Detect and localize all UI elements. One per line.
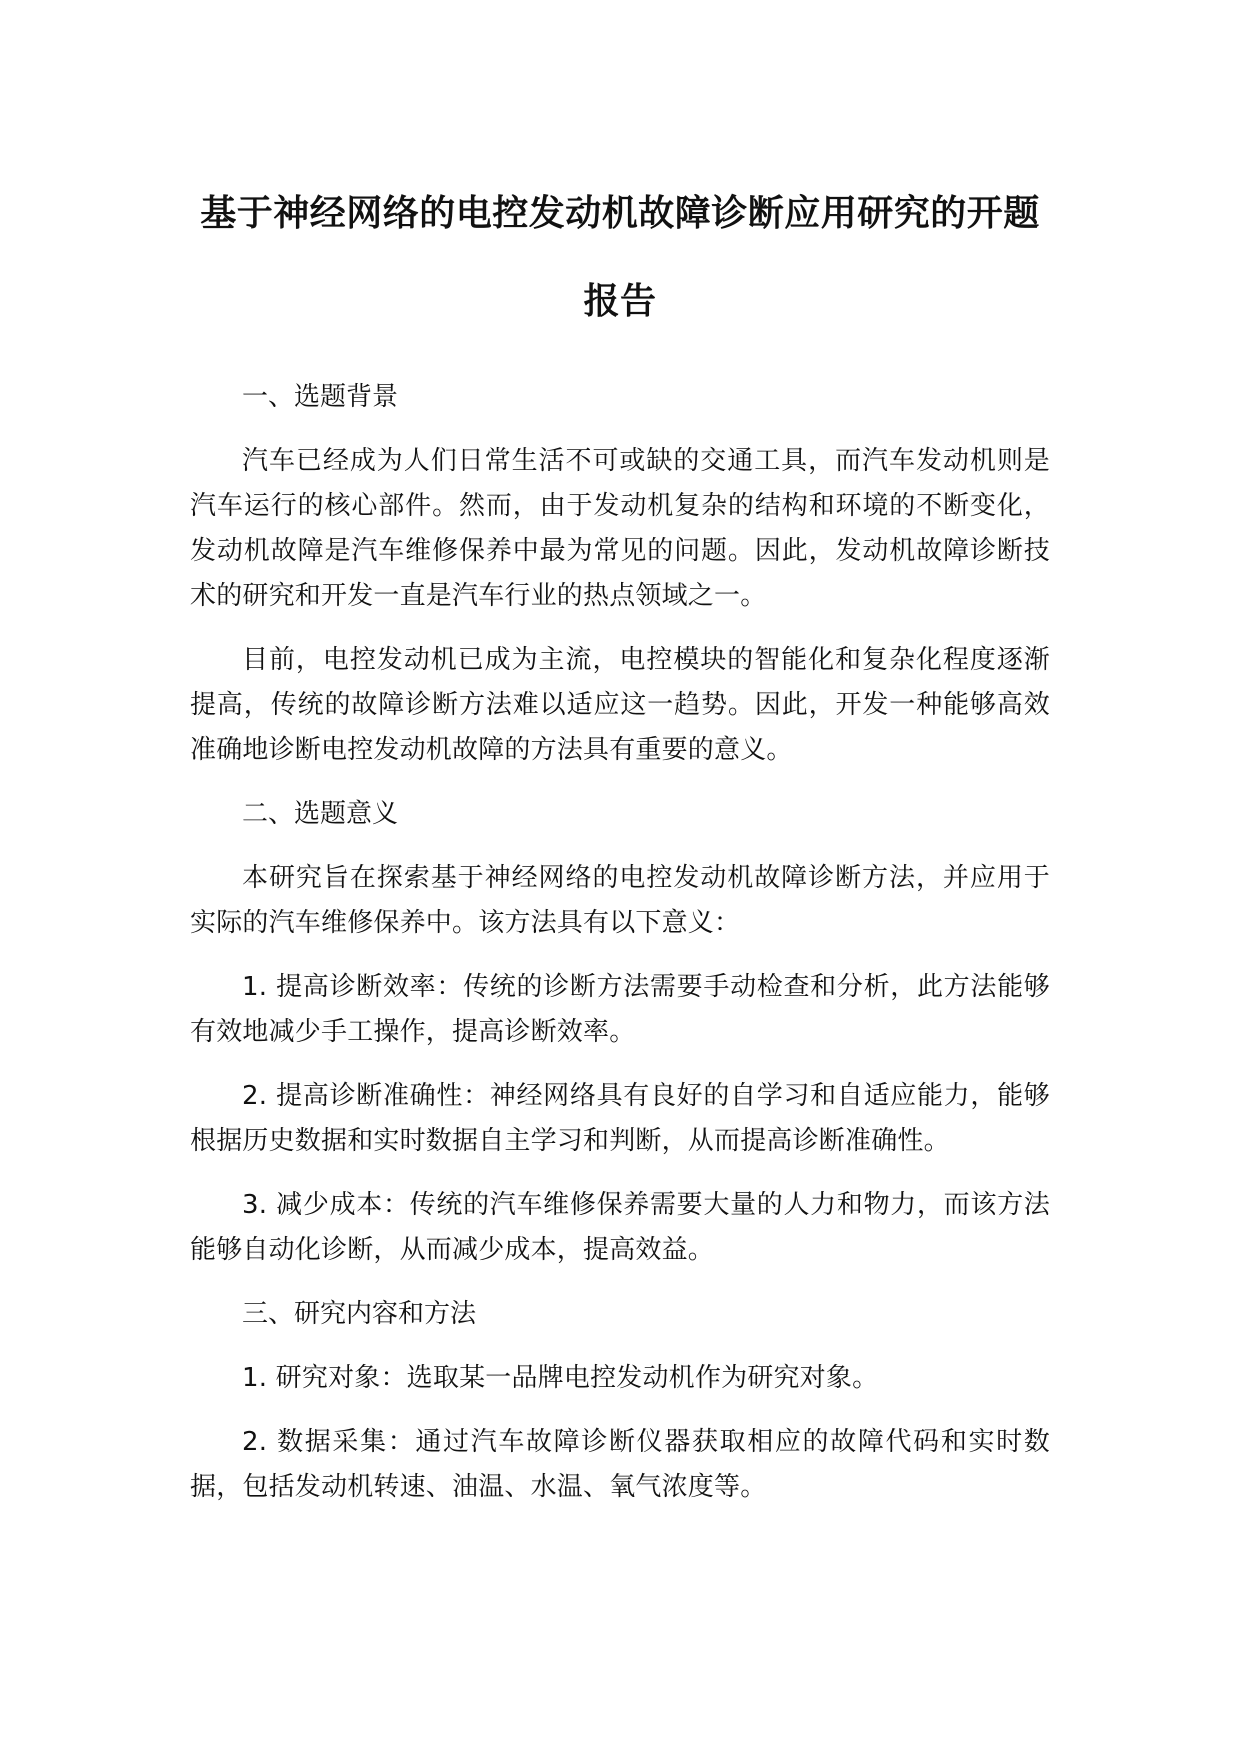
section-heading-methods: 三、研究内容和方法 [242,1299,477,1329]
list-item: 1. 研究对象：选取某一品牌电控发动机作为研究对象。 [242,1363,879,1393]
document-body [190,375,1050,1529]
list-item: 2. 提高诊断准确性：神经网络具有良好的自学习和自适应能力，能够根据历史数据和实时数据自主学习和判断，从而提高诊断准确性。 [190,1081,1050,1156]
list-item: 1. 提高诊断效率：传统的诊断方法需要手动检查和分析，此方法能够有效地减少手工操作，提高诊断效率。 [190,972,1050,1047]
section-heading-background: 一、选题背景 [242,382,399,412]
document-title: 基于神经网络的电控发动机故障诊断应用研究的开题报告 [200,193,1040,322]
paragraph: 目前，电控发动机已成为主流，电控模块的智能化和复杂化程度逐渐提高，传统的故障诊断方法难以适应这一趋势。因此，开发一种能够高效准确地诊断电控发动机故障的方法具有重要的意义。 [190,645,1050,765]
list-item: 3. 减少成本：传统的汽车维修保养需要大量的人力和物力，而该方法能够自动化诊断，从而减少成本，提高效益。 [190,1190,1050,1265]
list-item: 2. 数据采集：通过汽车故障诊断仪器获取相应的故障代码和实时数据，包括发动机转速、油温、水温、氧气浓度等。 [190,1427,1050,1502]
paragraph: 本研究旨在探索基于神经网络的电控发动机故障诊断方法，并应用于实际的汽车维修保养中。该方法具有以下意义： [190,863,1050,938]
section-heading-significance: 二、选题意义 [242,799,399,829]
paragraph: 汽车已经成为人们日常生活不可或缺的交通工具，而汽车发动机则是汽车运行的核心部件。然而，由于发动机复杂的结构和环境的不断变化，发动机故障是汽车维修保养中最为常见的问题。因此，发动机故障诊断技术的研究和开发一直是汽车行业的热点领域之一。 [190,446,1050,611]
